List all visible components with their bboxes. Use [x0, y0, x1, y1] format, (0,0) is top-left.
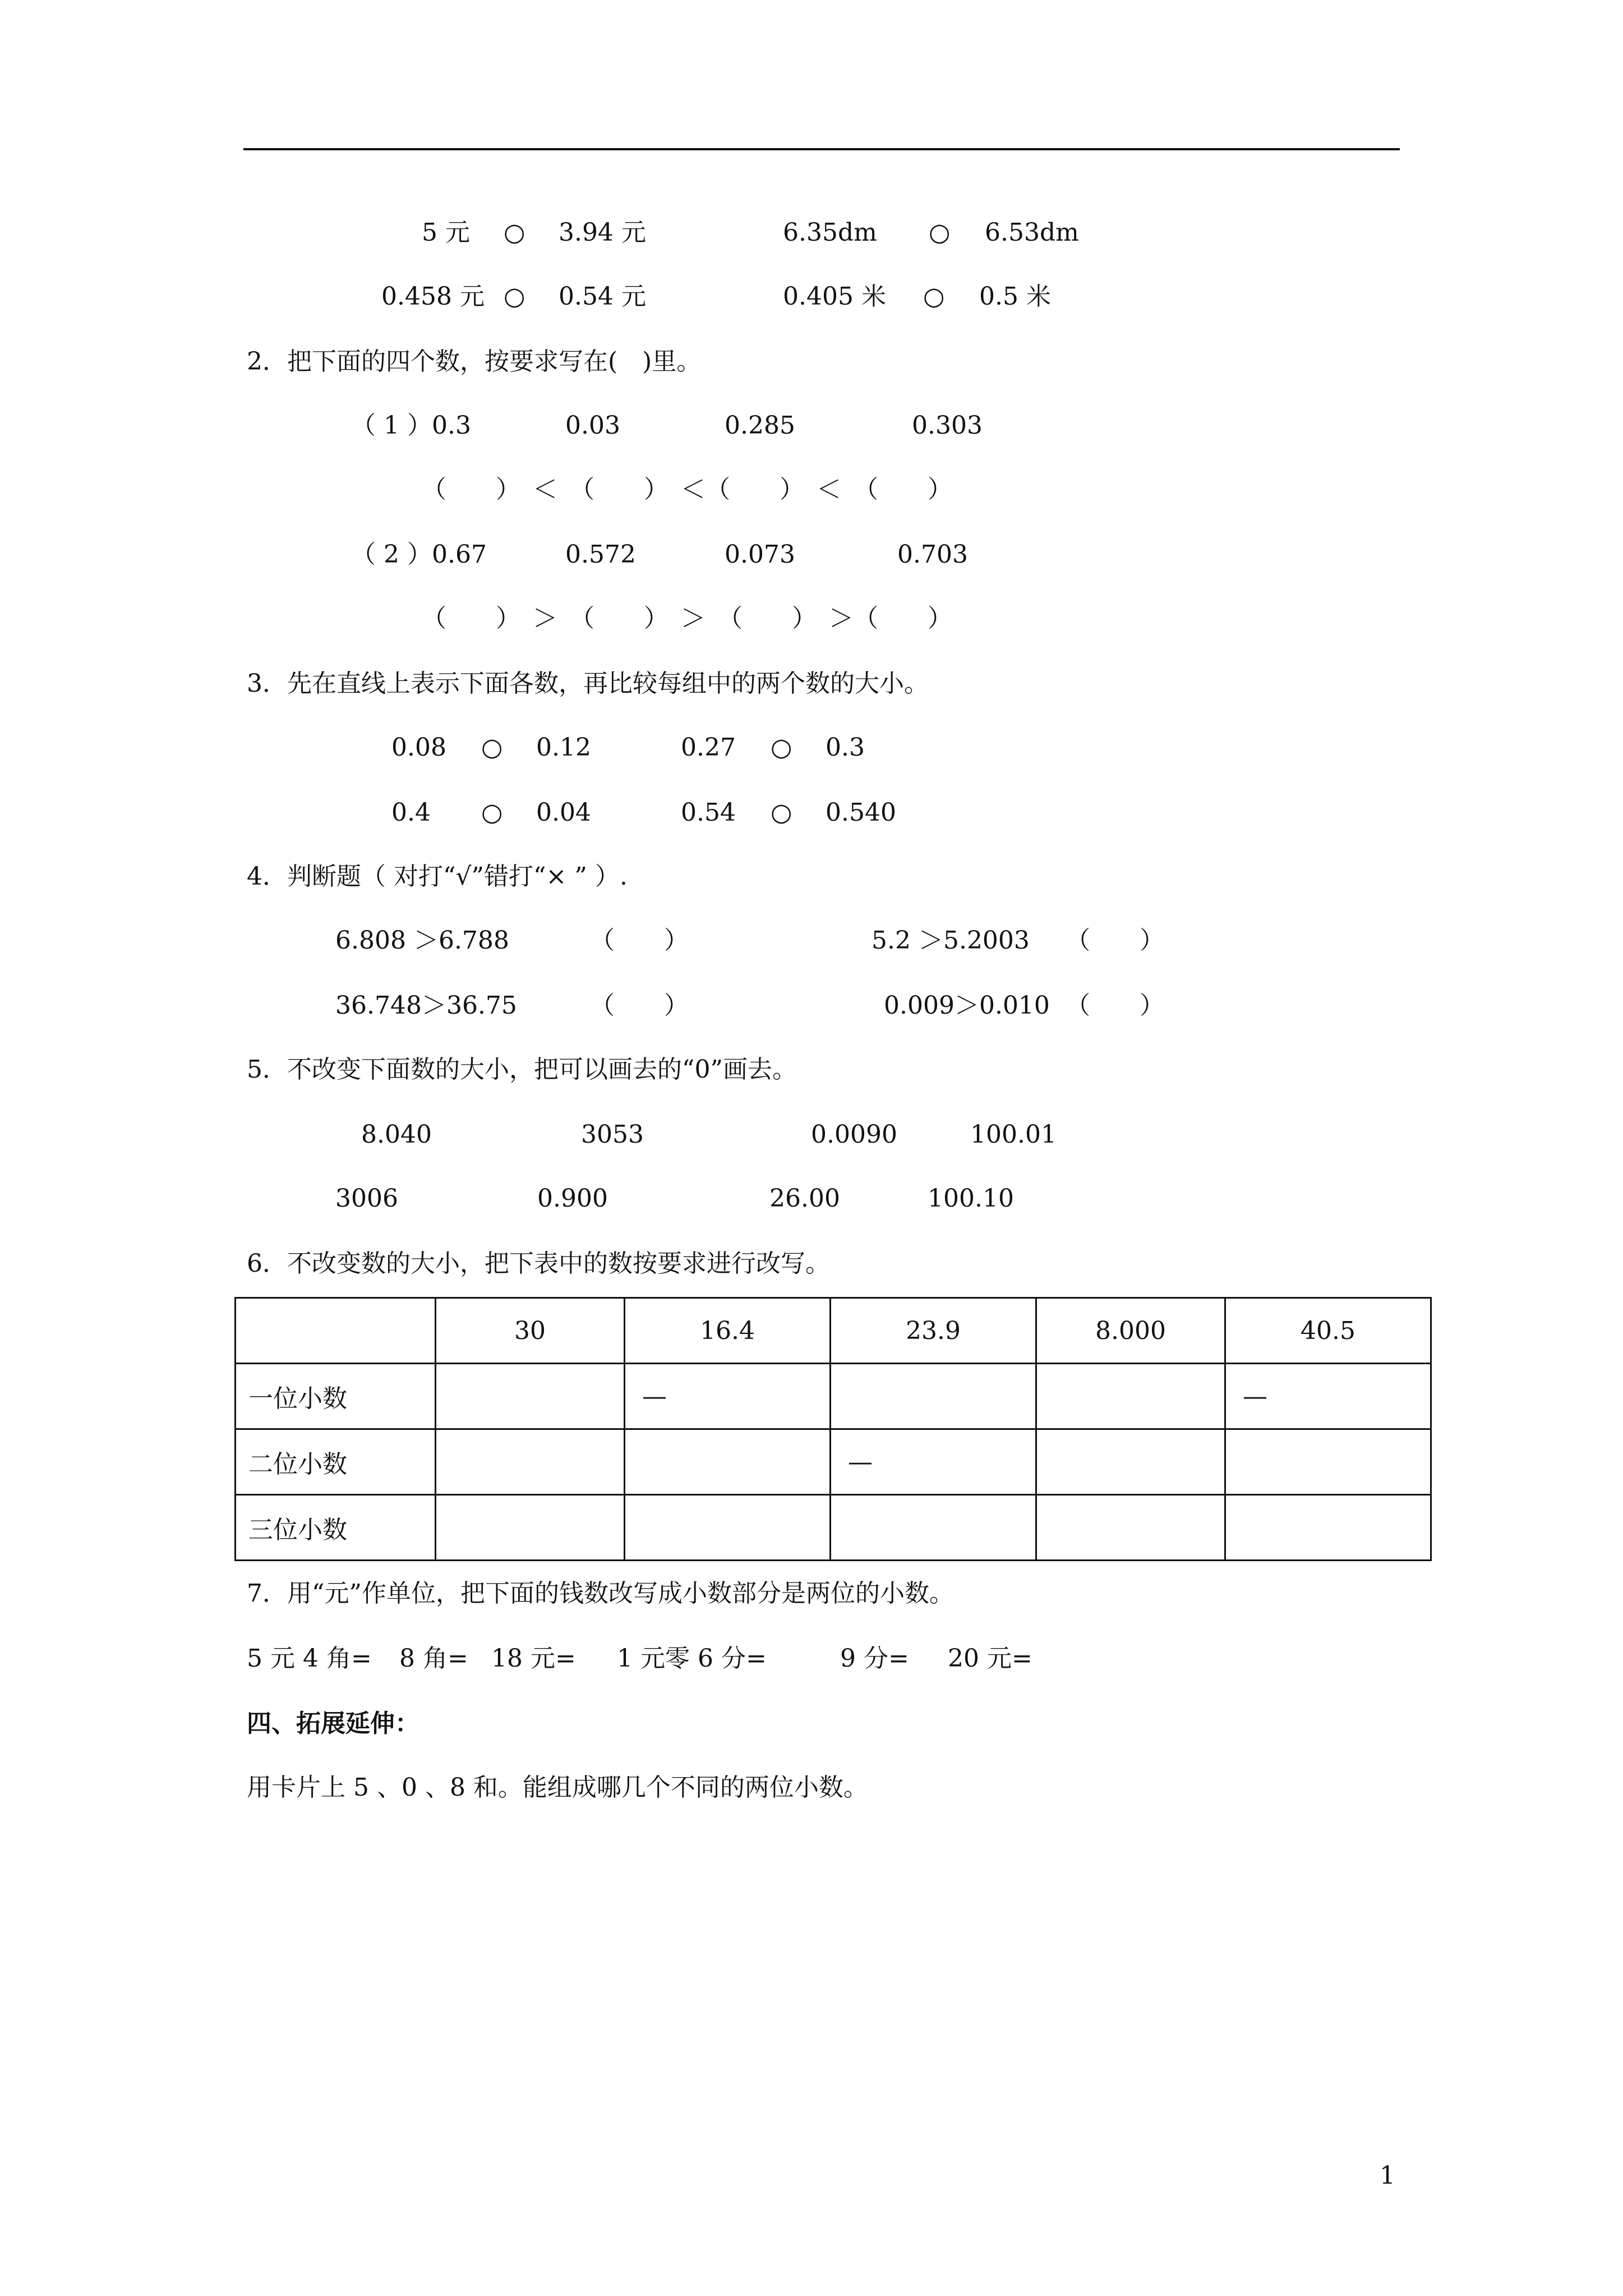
q5-title: 5．不改变下面数的大小，把可以画去的“0”画去。 — [247, 1055, 797, 1084]
q6-title: 6．不改变数的大小，把下表中的数按要求进行改写。 — [247, 1249, 830, 1278]
q4-item-4-blank[interactable]: （ ） — [1066, 991, 1164, 1020]
q4-item-1-blank[interactable]: （ ） — [590, 926, 689, 955]
q4-item-2-expr: 5.2 ＞5.2003 — [872, 926, 1030, 955]
answer-cell[interactable] — [625, 1429, 831, 1495]
row-label: 一位小数 — [236, 1364, 436, 1429]
answer-cell[interactable] — [831, 1495, 1036, 1561]
table-header-cell: 23.9 — [831, 1298, 1036, 1364]
q3-r1-d: 0.3 — [826, 733, 865, 762]
q3-r1-c: 0.27 — [681, 733, 736, 762]
q2-p2-blanks[interactable]: （ ） ＞ （ ） ＞ （ ） ＞（ ） — [422, 604, 952, 633]
q3-r2-c: 0.54 — [681, 798, 736, 827]
q2-p1-blanks[interactable]: （ ） ＜ （ ） ＜（ ） ＜ （ ） — [422, 475, 952, 504]
q2-p1-b: 0.03 — [565, 411, 620, 440]
q5-r1-b[interactable]: 3053 — [581, 1120, 644, 1149]
q2-p2-d: 0.703 — [897, 540, 968, 569]
answer-cell[interactable] — [1225, 1429, 1431, 1495]
answer-cell[interactable] — [1225, 1495, 1431, 1561]
table-row — [236, 1429, 1431, 1495]
q1-r1-a: 5 元 — [422, 218, 470, 247]
q4-item-1-expr: 6.808 ＞6.788 — [335, 926, 509, 955]
q1-r2-circle-a[interactable]: ○ — [504, 282, 525, 311]
header-rule — [243, 148, 1400, 150]
q3-r2-circle-b[interactable]: ○ — [771, 798, 792, 827]
q3-r1-circle-b[interactable]: ○ — [771, 733, 792, 762]
table-header-cell: 16.4 — [625, 1298, 831, 1364]
q7-item-3[interactable]: 18 元= — [491, 1644, 576, 1673]
row-label: 二位小数 — [236, 1429, 436, 1495]
q5-r1-a[interactable]: 8.040 — [361, 1120, 432, 1149]
q1-r2-a: 0.458 元 — [381, 282, 485, 311]
q2-p1-c: 0.285 — [725, 411, 795, 440]
table-row — [236, 1364, 1431, 1429]
q1-r1-circle-a[interactable]: ○ — [504, 218, 525, 247]
q1-r2-circle-b[interactable]: ○ — [923, 282, 945, 311]
table-header-cell: 30 — [436, 1298, 625, 1364]
q5-r2-a[interactable]: 3006 — [335, 1184, 398, 1213]
answer-cell[interactable]: — — [1225, 1364, 1431, 1429]
q7-item-4[interactable]: 1 元零 6 分= — [617, 1644, 767, 1673]
q3-r1-circle-a[interactable]: ○ — [481, 733, 503, 762]
q2-p2-c: 0.073 — [725, 540, 795, 569]
q7-item-1[interactable]: 5 元 4 角= — [247, 1644, 372, 1673]
q1-r1-circle-b[interactable]: ○ — [929, 218, 951, 247]
q5-r1-c[interactable]: 0.0090 — [811, 1120, 897, 1149]
section-4-text: 用卡片上 5 、0 、8 和。能组成哪几个不同的两位小数。 — [247, 1773, 868, 1802]
answer-cell[interactable]: — — [831, 1429, 1036, 1495]
q2-p2-a: （ 2 ）0.67 — [351, 540, 487, 569]
q3-title: 3．先在直线上表示下面各数，再比较每组中的两个数的大小。 — [247, 669, 929, 698]
q3-r2-a: 0.4 — [391, 798, 431, 827]
q4-title: 4．判断题（ 对打“√”错打“× ” ）. — [247, 862, 628, 891]
q4-item-2-blank[interactable]: （ ） — [1066, 926, 1164, 955]
section-4-heading: 四、拓展延伸： — [247, 1709, 419, 1738]
q3-r2-d: 0.540 — [826, 798, 896, 827]
q1-r2-c: 0.405 米 — [783, 282, 886, 311]
answer-cell[interactable] — [1036, 1495, 1225, 1561]
q4-item-4-expr: 0.009＞0.010 — [884, 991, 1050, 1020]
q1-r2-d: 0.5 米 — [979, 282, 1051, 311]
table-corner-cell — [236, 1298, 436, 1364]
answer-cell[interactable]: — — [625, 1364, 831, 1429]
q1-r1-d: 6.53dm — [985, 218, 1079, 247]
table-header-cell: 8.000 — [1036, 1298, 1225, 1364]
q5-r1-d[interactable]: 100.01 — [970, 1120, 1057, 1149]
q7-item-6[interactable]: 20 元= — [948, 1644, 1032, 1673]
q4-item-3-blank[interactable]: （ ） — [590, 991, 689, 1020]
answer-cell[interactable] — [436, 1429, 625, 1495]
q2-title: 2．把下面的四个数，按要求写在( )里。 — [247, 347, 702, 376]
row-label: 三位小数 — [236, 1495, 436, 1561]
q3-r1-a: 0.08 — [391, 733, 446, 762]
q7-title: 7．用“元”作单位，把下面的钱数改写成小数部分是两位的小数。 — [247, 1579, 954, 1608]
answer-cell[interactable] — [1036, 1429, 1225, 1495]
q7-item-5[interactable]: 9 分= — [840, 1644, 909, 1673]
table-row — [236, 1495, 1431, 1561]
q5-r2-c[interactable]: 26.00 — [769, 1184, 840, 1213]
q1-r1-c: 6.35dm — [783, 218, 877, 247]
table-header-cell: 40.5 — [1225, 1298, 1431, 1364]
conversion-table — [234, 1297, 1432, 1561]
page-number: 1 — [1380, 2161, 1395, 2190]
answer-cell[interactable] — [1036, 1364, 1225, 1429]
q3-r2-b: 0.04 — [536, 798, 591, 827]
q3-r1-b: 0.12 — [536, 733, 591, 762]
q7-item-2[interactable]: 8 角= — [399, 1644, 468, 1673]
q5-r2-b[interactable]: 0.900 — [537, 1184, 608, 1213]
table-header-row — [236, 1298, 1431, 1364]
q2-p2-b: 0.572 — [565, 540, 636, 569]
answer-cell[interactable] — [831, 1364, 1036, 1429]
answer-cell[interactable] — [436, 1364, 625, 1429]
q4-item-3-expr: 36.748＞36.75 — [335, 991, 517, 1020]
q5-r2-d[interactable]: 100.10 — [928, 1184, 1014, 1213]
q2-p1-a: （ 1 ）0.3 — [351, 411, 471, 440]
q2-p1-d: 0.303 — [912, 411, 983, 440]
answer-cell[interactable] — [625, 1495, 831, 1561]
q3-r2-circle-a[interactable]: ○ — [481, 798, 503, 827]
q1-r2-b: 0.54 元 — [559, 282, 646, 311]
answer-cell[interactable] — [436, 1495, 625, 1561]
q1-r1-b: 3.94 元 — [559, 218, 646, 247]
